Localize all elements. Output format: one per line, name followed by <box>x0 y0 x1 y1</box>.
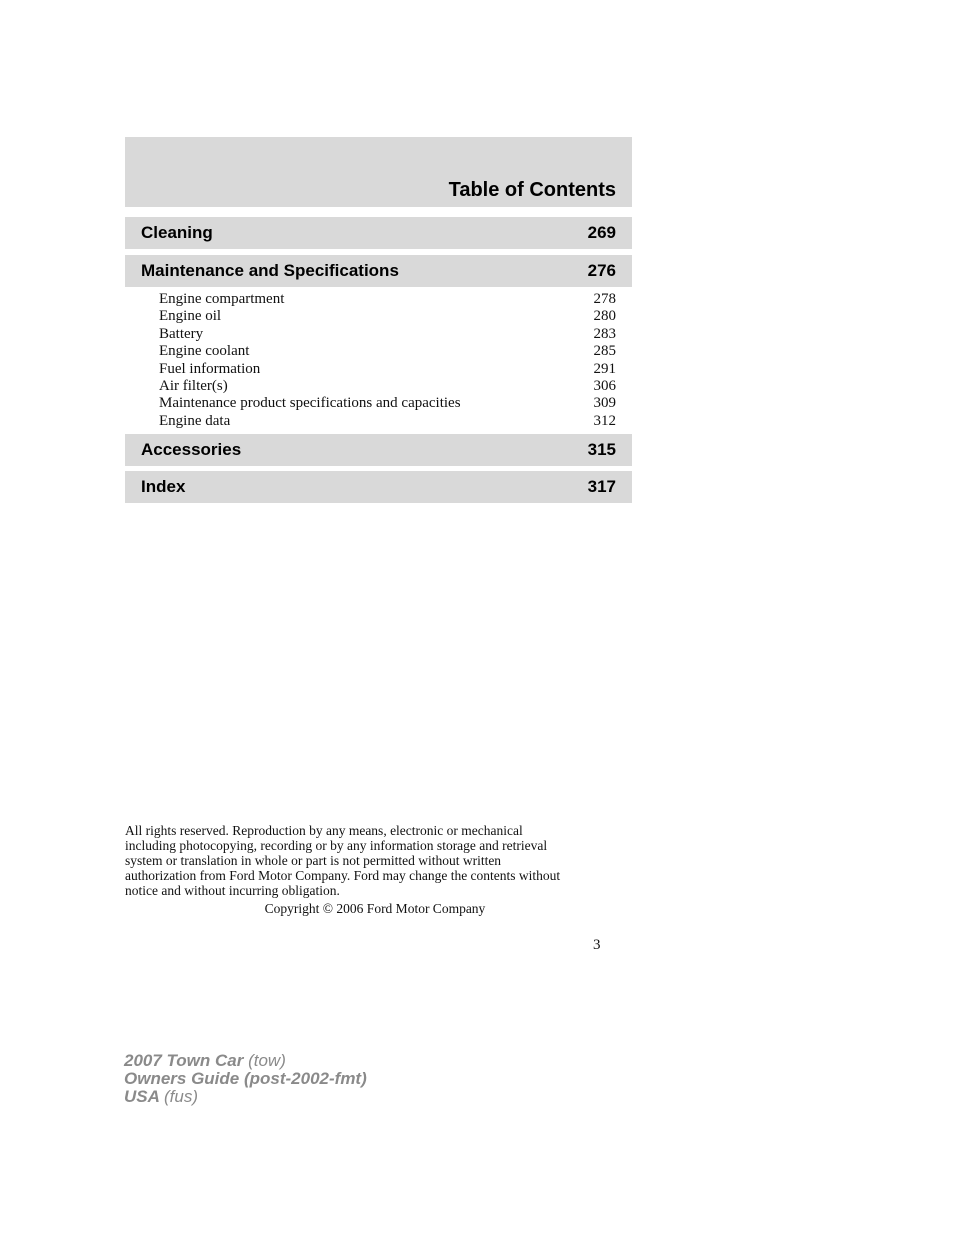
document-footer <box>124 1052 367 1106</box>
section-page: 317 <box>587 477 616 496</box>
toc-entry-air-filters[interactable] <box>159 378 616 395</box>
entry-label: Engine data <box>159 412 231 429</box>
copyright-notice: Copyright © 2006 Ford Motor Company <box>264 901 486 916</box>
entry-page: 291 <box>593 360 616 377</box>
toc-entry-maintenance-product-specs[interactable] <box>159 395 616 412</box>
entry-page: 312 <box>593 412 616 429</box>
toc-section-maintenance[interactable] <box>125 255 632 287</box>
toc-section-index[interactable] <box>125 471 632 503</box>
entry-page: 278 <box>593 291 616 307</box>
section-label: Cleaning <box>141 223 213 242</box>
entry-label: Engine compartment <box>159 291 285 307</box>
page-number: 3 <box>593 937 601 953</box>
entry-page: 309 <box>593 395 616 412</box>
entry-page: 280 <box>593 308 616 325</box>
section-page: 269 <box>587 223 616 242</box>
toc-entry-engine-data[interactable] <box>159 413 616 430</box>
toc-entry-engine-compartment[interactable] <box>159 291 616 308</box>
entry-label: Engine coolant <box>159 343 250 360</box>
footer-market: USA <box>124 1087 160 1106</box>
toc-entry-list <box>159 291 616 430</box>
rights-line: authorization from Ford Motor Company. Ford may change the contents without <box>125 868 561 883</box>
section-page: 315 <box>587 440 616 459</box>
rights-line: notice and without incurring obligation. <box>125 883 340 898</box>
toc-section-accessories[interactable] <box>125 434 632 466</box>
toc-entry-fuel-information[interactable] <box>159 361 616 378</box>
rights-notice <box>125 823 635 898</box>
toc-section-cleaning[interactable] <box>125 217 632 249</box>
footer-market-code: (fus) <box>164 1087 198 1106</box>
section-label: Accessories <box>141 440 242 459</box>
footer-line-model <box>124 1052 367 1070</box>
page-title: Table of Contents <box>448 179 616 201</box>
section-label: Maintenance and Specifications <box>141 261 399 280</box>
header-band <box>125 137 632 207</box>
rights-line: including photocopying, recording or by any information storage and retrieval <box>125 838 548 853</box>
entry-label: Engine oil <box>159 308 222 325</box>
entry-label: Battery <box>159 325 204 342</box>
toc-entry-battery[interactable] <box>159 326 616 343</box>
section-page: 276 <box>587 261 616 280</box>
entry-label: Fuel information <box>159 360 261 377</box>
footer-model: 2007 Town Car <box>124 1051 244 1070</box>
toc-entry-engine-coolant[interactable] <box>159 343 616 360</box>
rights-line: system or translation in whole or part is not permitted without written <box>125 853 502 868</box>
entry-page: 285 <box>593 343 616 360</box>
footer-line-guide <box>124 1070 367 1088</box>
toc-entry-engine-oil[interactable] <box>159 308 616 325</box>
rights-line: All rights reserved. Reproduction by any means, electronic or mechanical <box>125 823 523 838</box>
footer-guide: Owners Guide (post-2002-fmt) <box>124 1069 367 1088</box>
entry-label: Air filter(s) <box>159 378 228 395</box>
section-label: Index <box>141 477 186 496</box>
entry-page: 283 <box>593 325 616 342</box>
footer-model-code: (tow) <box>248 1051 286 1070</box>
footer-line-market <box>124 1088 367 1106</box>
entry-label: Maintenance product specifications and capacities <box>159 395 461 412</box>
entry-page: 306 <box>593 378 616 395</box>
